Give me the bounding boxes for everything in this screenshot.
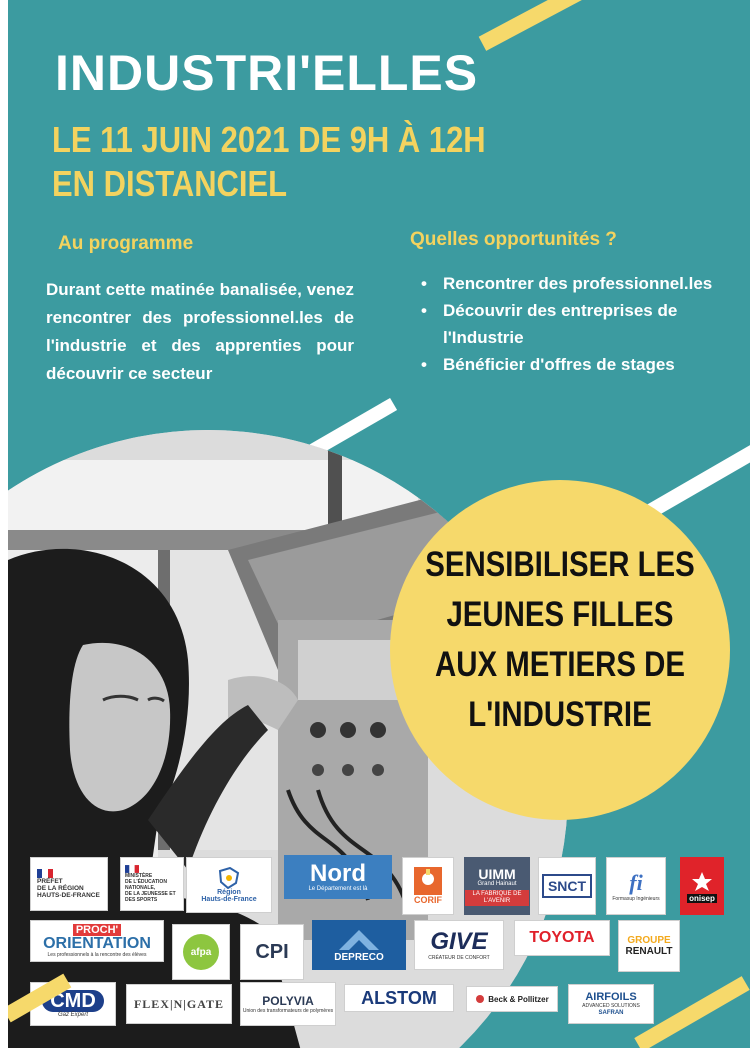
region-line2: Hauts-de-France xyxy=(201,896,257,903)
uimm-name: UIMM xyxy=(478,865,516,882)
corif-emblem-icon xyxy=(414,867,442,895)
opportunities-heading: Quelles opportunités ? xyxy=(410,229,617,250)
flag-icon xyxy=(37,869,53,878)
polyvia-sub: Union des transformateurs de polymères xyxy=(242,1007,334,1014)
toyota-logo xyxy=(514,920,610,956)
prefet-line2: DE LA RÉGION xyxy=(37,885,84,892)
renault-logo xyxy=(618,920,680,972)
polyvia-name: POLYVIA xyxy=(262,993,314,1008)
corif-name: CORIF xyxy=(414,895,442,905)
proch-tag: Les professionnels à la rencontre des élèves xyxy=(47,951,147,958)
event-title: INDUSTRI'ELLES xyxy=(55,45,479,101)
cpi-logo xyxy=(240,924,304,980)
opportunities-list xyxy=(421,270,721,378)
white-stripe-2 xyxy=(640,434,750,522)
prefet-line3: HAUTS-DE-FRANCE xyxy=(37,892,100,899)
onisep-name: onisep xyxy=(689,893,715,903)
slogan: SENSIBILISER LES JEUNES FILLES AUX METIERS DE L'INDUSTRIE xyxy=(425,545,695,734)
programme-text: Durant cette matinée banalisée, venez rencontrer des professionnel.les de l'industrie et des apprenties pour découvrir ce secteur xyxy=(46,280,354,383)
cmd-name: CMD xyxy=(42,990,104,1012)
give-tag: CRÉATEUR DE CONFORT xyxy=(428,954,490,961)
depreco-logo xyxy=(312,920,406,970)
renault-line2: RENAULT xyxy=(625,946,673,957)
ministere-line1: MINISTÈRE xyxy=(125,873,153,879)
opportunity-item: • Découvrir des entreprises de l'Industrie xyxy=(421,297,721,351)
opportunity-item: • Bénéficier d'offres de stages xyxy=(421,351,721,378)
depreco-emblem-icon xyxy=(334,928,384,952)
afpa-logo xyxy=(172,924,230,980)
airfoils-logo xyxy=(568,984,654,1024)
corif-logo xyxy=(402,857,454,915)
snct-logo xyxy=(538,857,596,915)
proch-line1: PROCH' xyxy=(73,924,121,936)
top-right-stripe xyxy=(479,0,584,51)
ministere-logo xyxy=(120,857,184,911)
region-line1: Région xyxy=(217,889,241,896)
event-date: LE 11 JUIN 2021 DE 9H À 12H EN DISTANCIEL xyxy=(52,119,486,204)
ministere-line3: DE LA JEUNESSE ET DES SPORTS xyxy=(125,891,176,903)
beck-pollitzer-logo xyxy=(466,986,558,1012)
onisep-logo xyxy=(680,857,724,915)
uimm-logo xyxy=(464,857,530,915)
flexngate-name: FLEX|N|GATE xyxy=(133,996,225,1011)
afpa-name: afpa xyxy=(190,946,212,958)
beck-emblem-icon xyxy=(475,994,485,1004)
airfoils-line2: ADVANCED SOLUTIONS xyxy=(582,1003,640,1009)
uimm-sub: Grand Hainaut xyxy=(477,880,517,887)
snct-name: SNCT xyxy=(542,874,592,898)
poster xyxy=(8,0,750,1048)
proch-line2: ORIENTATION xyxy=(43,934,151,952)
depreco-name: DEPRECO xyxy=(334,951,384,963)
nord-logo xyxy=(284,855,392,899)
beck-name: Beck & Pollitzer xyxy=(488,994,549,1004)
nord-tag: Le Département est là xyxy=(308,885,368,892)
cmd-sub: Gaz Expert xyxy=(57,1011,88,1018)
nord-name: Nord xyxy=(310,859,366,887)
onisep-emblem-icon xyxy=(690,870,714,894)
fi-logo xyxy=(606,857,666,915)
alstom-logo xyxy=(344,984,454,1012)
toyota-name: TOYOTA xyxy=(529,929,595,946)
flag-icon xyxy=(125,865,139,873)
flexngate-logo xyxy=(126,984,232,1024)
ministere-line2: DE L'ÉDUCATION NATIONALE, xyxy=(125,879,167,891)
give-name: GIVE xyxy=(430,927,488,955)
programme-heading: Au programme xyxy=(58,233,194,254)
region-map-icon xyxy=(216,867,242,889)
airfoils-line1: AIRFOILS xyxy=(585,991,637,1003)
prefet-logo xyxy=(30,857,108,911)
opportunity-item: • Rencontrer des professionnel.les xyxy=(421,270,721,297)
cpi-name: CPI xyxy=(255,940,289,963)
polyvia-logo xyxy=(240,982,336,1026)
airfoils-tag: SAFRAN xyxy=(598,1010,624,1016)
prefet-line1: PRÉFET xyxy=(37,878,63,885)
fi-sub: Formasup Ingénieurs xyxy=(612,895,660,902)
uimm-tag: LA FABRIQUE DE L'AVENIR xyxy=(465,890,529,906)
fi-name: fi xyxy=(629,869,643,895)
region-hdf-logo xyxy=(186,857,272,913)
give-logo xyxy=(414,920,504,970)
renault-line1: GROUPE xyxy=(627,935,671,946)
proch-orientation-logo xyxy=(30,920,164,962)
alstom-name: ALSTOM xyxy=(361,987,437,1008)
